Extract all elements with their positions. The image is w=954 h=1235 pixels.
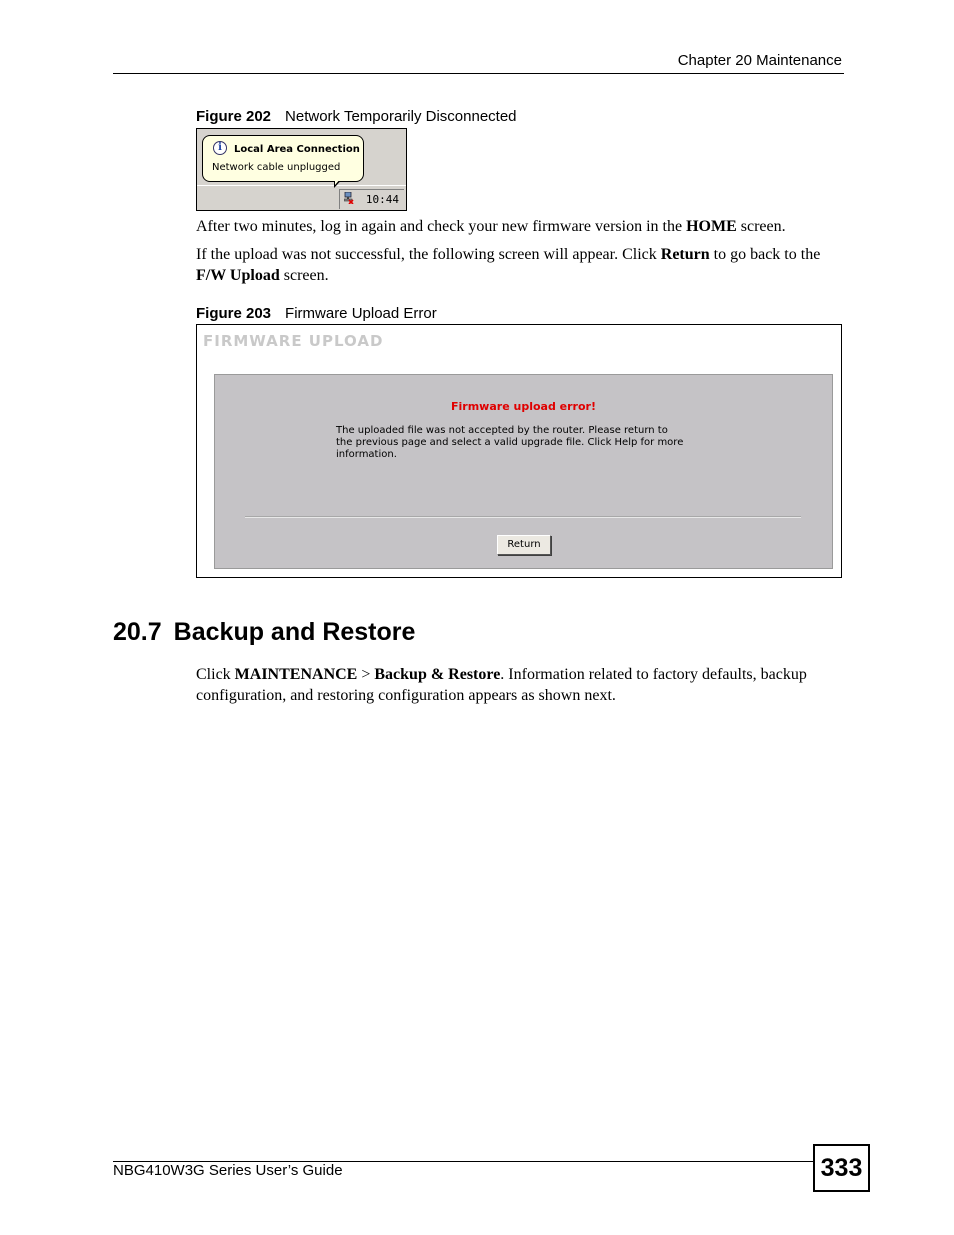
system-tray	[339, 189, 404, 209]
bold-term: HOME	[686, 218, 737, 235]
paragraph-firmware-check	[196, 216, 846, 237]
network-disconnected-icon[interactable]	[344, 192, 354, 204]
page-number: 333	[813, 1144, 870, 1192]
firmware-upload-title: FIRMWARE UPLOAD	[203, 332, 384, 350]
tray-clock: 10:44	[365, 193, 399, 206]
paragraph-backup-restore	[196, 664, 846, 706]
return-button[interactable]: Return	[497, 535, 551, 555]
figure-203-label: Figure 203	[196, 305, 272, 322]
text-run: to go back to the	[709, 246, 821, 263]
figure-202-screenshot	[196, 128, 407, 211]
balloon-title: Local Area Connection	[234, 144, 360, 155]
section-number: 20.7	[113, 618, 162, 646]
bold-term: MAINTENANCE	[234, 666, 358, 683]
bold-term: Return	[660, 246, 710, 263]
figure-203-screenshot	[196, 324, 842, 578]
running-header: Chapter 20 Maintenance	[677, 52, 842, 69]
text-run: Click	[196, 666, 235, 683]
info-icon: i	[213, 141, 227, 155]
error-title: Firmware upload error!	[451, 400, 596, 413]
error-message-line: the previous page and select a valid upgrade file. Click Help for more	[336, 437, 684, 448]
text-run: screen.	[279, 267, 329, 284]
error-message	[336, 425, 726, 461]
text-run: After two minutes, log in again and check your new firmware version in the	[196, 218, 687, 235]
section-title: Backup and Restore	[173, 618, 416, 646]
error-message-line: The uploaded file was not accepted by the router. Please return to	[336, 425, 668, 436]
text-run: . Information related to factory defaults, backup configuration, and restoring configuration appears as shown next.	[196, 666, 807, 704]
figure-203-caption	[196, 305, 437, 322]
taskbar-edge	[197, 185, 406, 186]
figure-203-title: Firmware Upload Error	[285, 305, 437, 322]
header-rule	[113, 73, 844, 74]
text-run: If the upload was not successful, the following screen will appear. Click	[196, 246, 661, 263]
text-run: screen.	[736, 218, 786, 235]
figure-202-label: Figure 202	[196, 108, 272, 125]
balloon-tail-fill	[335, 172, 346, 185]
paragraph-upload-failure	[196, 244, 846, 286]
bold-term: F/W Upload	[196, 267, 280, 284]
section-heading	[113, 618, 415, 647]
divider	[245, 516, 801, 518]
figure-202-title: Network Temporarily Disconnected	[285, 108, 517, 125]
text-run: >	[357, 666, 375, 683]
figure-202-caption	[196, 108, 517, 125]
footer-guide-title: NBG410W3G Series User’s Guide	[113, 1162, 343, 1179]
bold-term: Backup & Restore	[374, 666, 501, 683]
balloon-text: Network cable unplugged	[212, 162, 341, 173]
error-panel	[214, 374, 833, 569]
error-message-line: information.	[336, 449, 397, 460]
